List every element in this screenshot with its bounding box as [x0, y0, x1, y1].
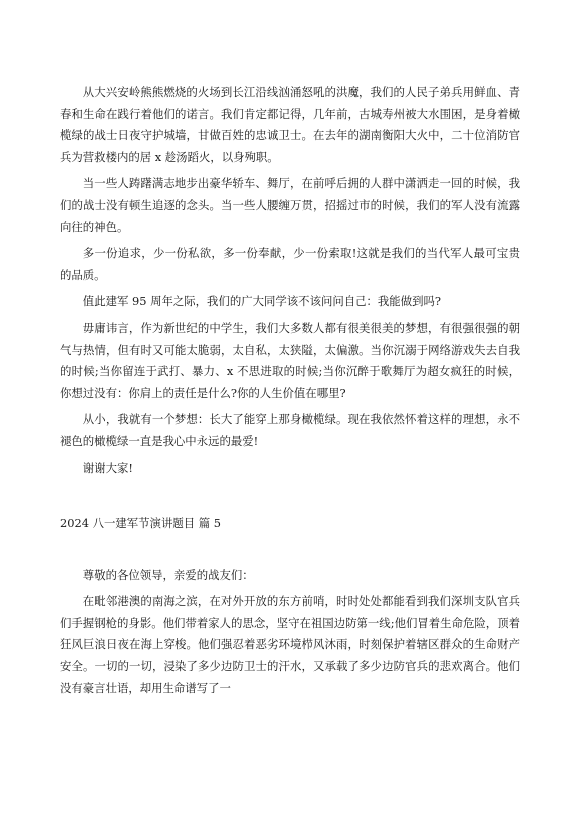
salutation: 尊敬的各位领导，亲爱的战友们： — [82, 567, 254, 582]
paragraph: 从大兴安岭熊熊燃烧的火场到长江沿线汹涌怒吼的洪魔，我们的人民子弟兵用鲜血、青春和生命在践行着他们的诺言。我们肯定都记得，几年前，古城寿州被大水围困，是身着橄榄绿的战士日夜守护城墙，甘做百姓的忠诚卫士。在去年的湖南衡阳大火中，二十位消防官兵为营救楼内的居 x 趁汤蹈火，以身殉职。 — [60, 85, 520, 164]
paragraph: 多一份追求，少一份私欲，多一份奉献，少一份索取!这就是我们的当代军人最可宝贵的品质。 — [60, 246, 520, 282]
document-page — [60, 82, 520, 699]
paragraph: 当一些人踌躇满志地步出豪华轿车、舞厅，在前呼后拥的人群中潇洒走一回的时候，我们的战士没有顿生追逐的念头。当一些人腰缠万贯，招摇过市的时候，我们的军人没有流露向往的神色。 — [60, 176, 520, 234]
paragraph: 从小，我就有一个梦想：长大了能穿上那身橄榄绿。现在我依然怀着这样的理想，永不褪色的橄榄绿一直是我心中永远的最爱! — [60, 412, 520, 448]
section-heading: 2024 八一建军节演讲题目 篇 5 — [60, 516, 222, 531]
closing-thanks: 谢谢大家! — [82, 460, 133, 475]
paragraph: 在毗邻港澳的南海之滨，在对外开放的东方前哨，时时处处都能看到我们深圳支队官兵们手握钢枪的身影。他们带着家人的思念，坚守在祖国边防第一线;他们冒着生命危险，顶着狂风巨浪日夜在海上穿梭。他们强忍着恶劣环境栉风沐雨，时刻保护着辖区群众的生命财产安全。一切的一切，浸染了多少边防卫士的汗水，又承载了多少边防官兵的悲欢离合。他们没有豪言壮语，却用生命谱写了一 — [60, 594, 520, 695]
paragraph: 毋庸讳言，作为新世纪的中学生，我们大多数人都有很美很美的梦想，有很强很强的朝气与热情，但有时又可能太脆弱，太自私，太狭隘，太偏激。当你沉溺于网络游戏失去自我的时候;当你留连于武打、暴力、x 不思进取的时候;当你沉醉于歌舞厅为超女疯狂的时候，你想过没有：你肩上的责任是什么?你的人生价值在哪里? — [60, 320, 520, 400]
paragraph: 值此建军 95 周年之际，我们的广大同学该不该问问自己：我能做到吗? — [82, 294, 441, 309]
